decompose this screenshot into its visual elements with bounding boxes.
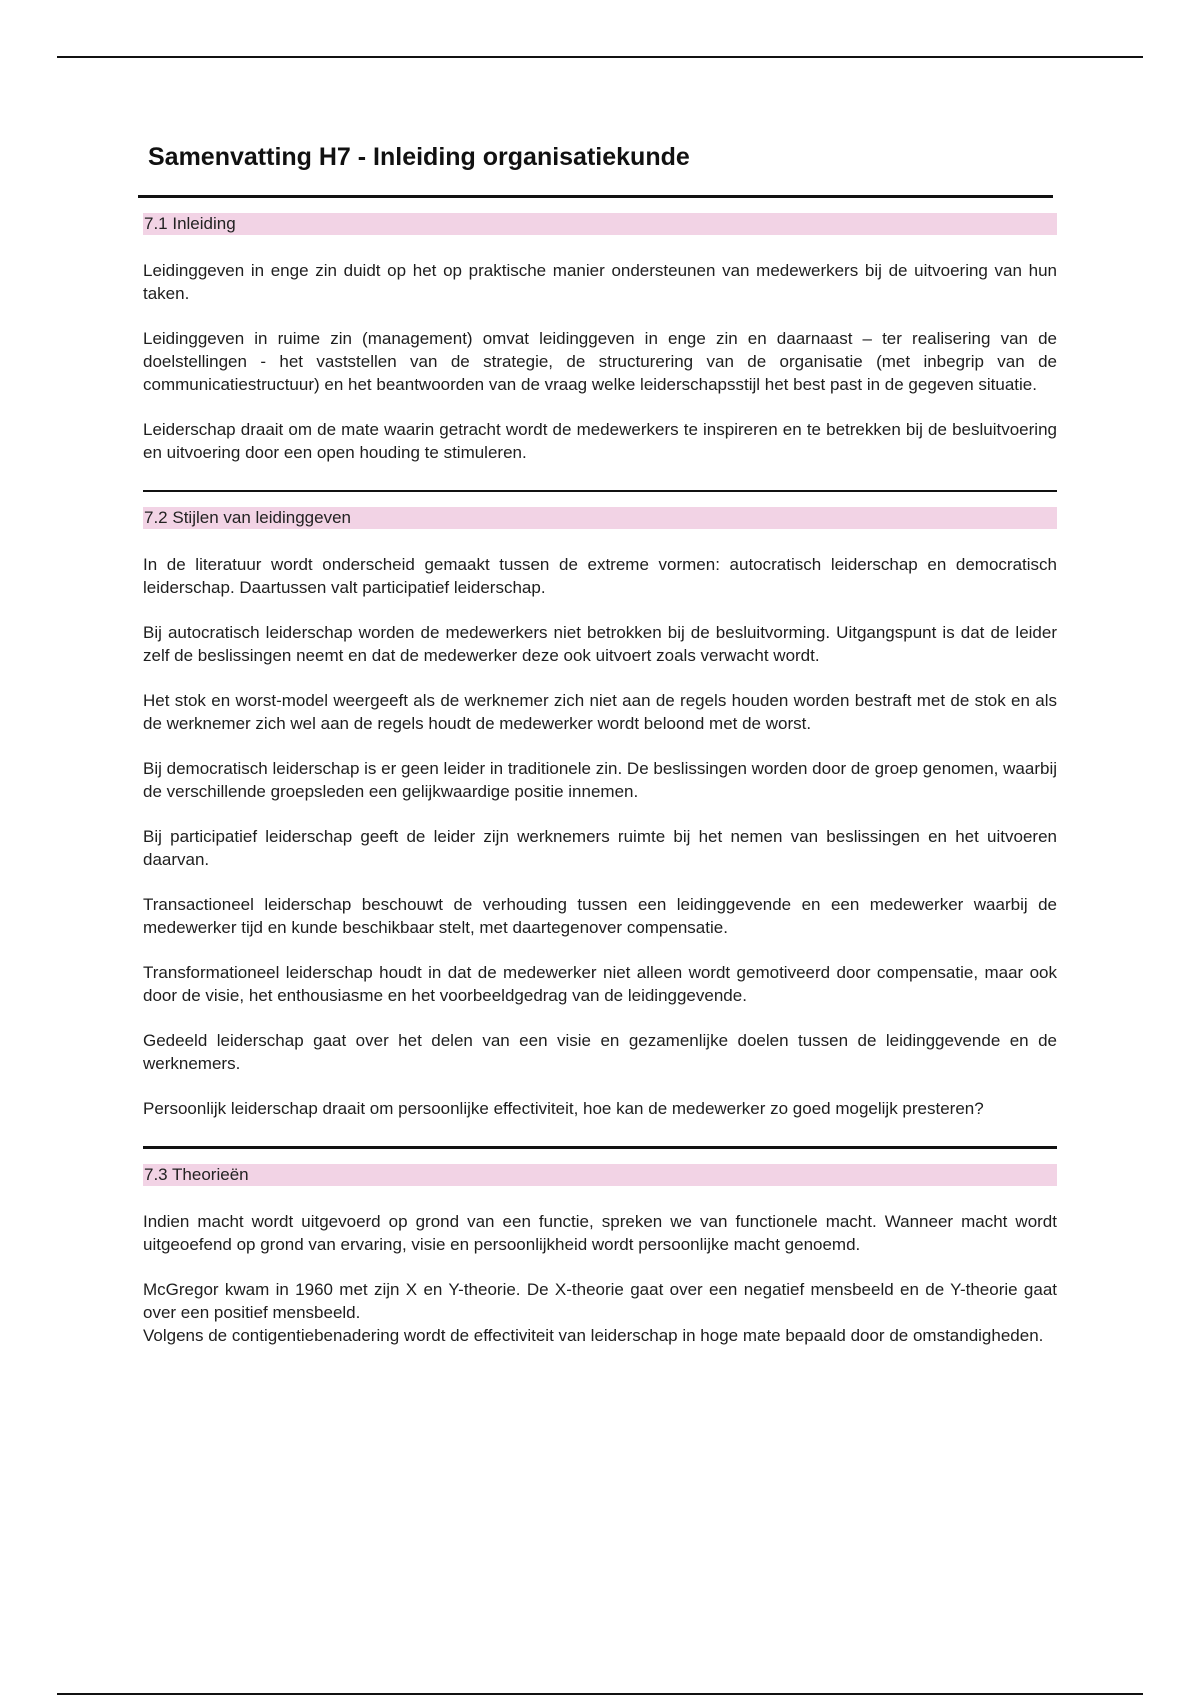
paragraph: Transactioneel leiderschap beschouwt de verhouding tussen een leidinggevende en een medewerker waarbij de medewerker tijd en kunde beschikbaar stelt, met daartegenover compensatie.	[143, 895, 1057, 937]
paragraph: Bij democratisch leiderschap is er geen leider in traditionele zin. De beslissingen worden door de groep genomen, waarbij de verschillende groepsleden een gelijkwaardige positie innemen.	[143, 759, 1057, 801]
paragraph: Leidinggeven in enge zin duidt op het op praktische manier ondersteunen van medewerkers bij de uitvoering van hun taken.	[143, 261, 1057, 303]
paragraph: Bij autocratisch leiderschap worden de medewerkers niet betrokken bij de besluitvorming. Uitgangspunt is dat de leider zelf de beslissingen neemt en dat de medewerker deze ook uitvoert zoals verwacht wordt.	[143, 623, 1057, 665]
paragraph: McGregor kwam in 1960 met zijn X en Y-theorie. De X-theorie gaat over een negatief mensbeeld en de Y-theorie gaat over een positief mensbeeld.	[143, 1280, 1057, 1322]
section-heading: 7.1 Inleiding	[143, 213, 1057, 235]
section-heading: 7.3 Theorieën	[143, 1164, 1057, 1186]
section-inleiding	[143, 213, 1057, 464]
paragraph: Transformationeel leiderschap houdt in dat de medewerker niet alleen wordt gemotiveerd door compensatie, maar ook door de visie, het enthousiasme en het voorbeeldgedrag van de leidinggevende.	[143, 963, 1057, 1005]
paragraph: Het stok en worst-model weergeeft als de werknemer zich niet aan de regels houden worden bestraft met de stok en als de werknemer zich wel aan de regels houdt de medewerker wordt beloond met de worst.	[143, 691, 1057, 733]
section-divider	[143, 490, 1057, 492]
document-title: Samenvatting H7 - Inleiding organisatiekunde	[148, 143, 690, 171]
title-divider	[138, 195, 1053, 198]
section-divider	[143, 1146, 1057, 1149]
paragraph: In de literatuur wordt onderscheid gemaakt tussen de extreme vormen: autocratisch leiderschap en democratisch leiderschap. Daartussen valt participatief leiderschap.	[143, 555, 1057, 597]
paragraph: Persoonlijk leiderschap draait om persoonlijke effectiviteit, hoe kan de medewerker zo goed mogelijk presteren?	[143, 1099, 984, 1118]
paragraph: Bij participatief leiderschap geeft de leider zijn werknemers ruimte bij het nemen van beslissingen en het uitvoeren daarvan.	[143, 827, 1057, 869]
page-footer-rule	[57, 1693, 1143, 1695]
section-stijlen	[143, 507, 1057, 1120]
paragraph: Gedeeld leiderschap gaat over het delen van een visie en gezamenlijke doelen tussen de leidinggevende en de werknemers.	[143, 1031, 1057, 1073]
section-theorieen	[143, 1164, 1057, 1347]
page-header-rule	[57, 56, 1143, 58]
paragraph: Leiderschap draait om de mate waarin getracht wordt de medewerkers te inspireren en te betrekken bij de besluitvoering en uitvoering door een open houding te stimuleren.	[143, 420, 1057, 462]
section-heading: 7.2 Stijlen van leidinggeven	[143, 507, 1057, 529]
paragraph: Volgens de contigentiebenadering wordt de effectiviteit van leiderschap in hoge mate bepaald door de omstandigheden.	[143, 1326, 1044, 1345]
paragraph: Leidinggeven in ruime zin (management) omvat leidinggeven in enge zin en daarnaast – ter realisering van de doelstellingen - het vaststellen van de strategie, de structurering van de organisatie (met inbegrip van de communicatiestructuur) en het beantwoorden van de vraag welke leiderschapsstijl het best past in de gegeven situatie.	[143, 329, 1057, 394]
document-body	[143, 140, 1057, 1347]
paragraph: Indien macht wordt uitgevoerd op grond van een functie, spreken we van functionele macht. Wanneer macht wordt uitgeoefend op grond van ervaring, visie en persoonlijkheid wordt persoonlijke macht genoemd.	[143, 1212, 1057, 1254]
